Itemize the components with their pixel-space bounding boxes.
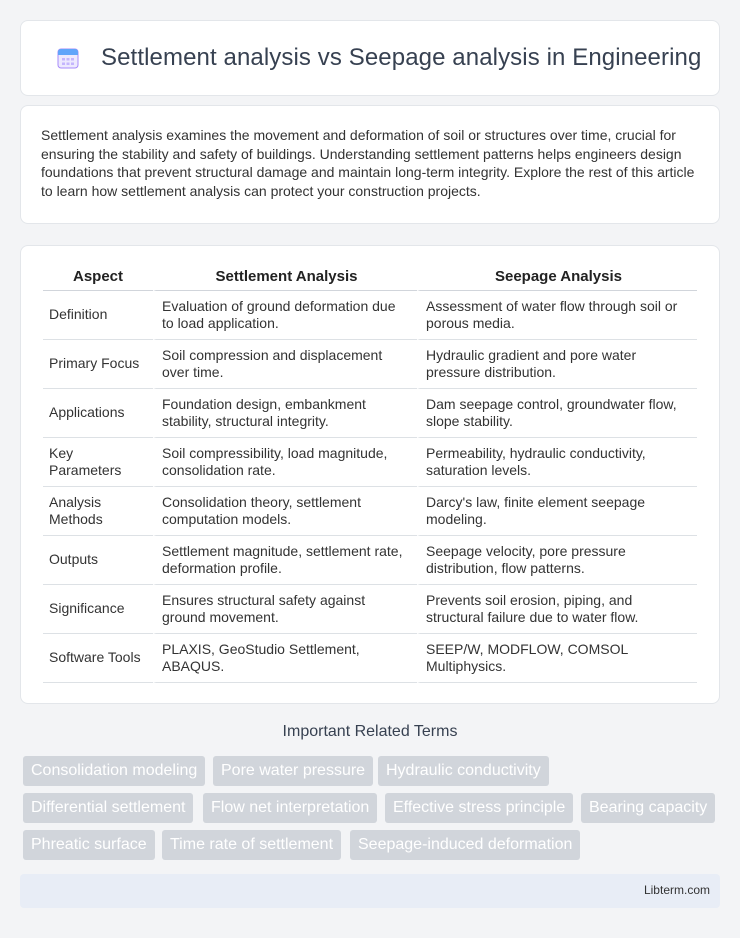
seepage-cell: Dam seepage control, groundwater flow, slope stability. (417, 389, 697, 438)
related-terms-title: Important Related Terms (282, 723, 458, 740)
row-aspect-cell: Applications (43, 389, 153, 438)
related-term-tag[interactable]: Seepage-induced deformation (350, 830, 580, 860)
column-header-seepage: Seepage Analysis (417, 266, 697, 291)
seepage-cell: Darcy's law, finite element seepage modeling. (417, 487, 697, 536)
settlement-cell: Settlement magnitude, settlement rate, deformation profile. (153, 536, 417, 585)
footer-site-link[interactable]: Libterm.com (643, 883, 710, 897)
related-term-tag[interactable]: Pore water pressure (213, 756, 373, 786)
comparison-table (43, 266, 697, 683)
seepage-cell: Seepage velocity, pore pressure distribution, flow patterns. (417, 536, 697, 585)
related-term-tag[interactable]: Differential settlement (23, 793, 193, 823)
row-aspect-cell: Primary Focus (43, 340, 153, 389)
seepage-cell: Hydraulic gradient and pore water pressure distribution. (417, 340, 697, 389)
seepage-cell: SEEP/W, MODFLOW, COMSOL Multiphysics. (417, 634, 697, 683)
row-aspect-cell: Outputs (43, 536, 153, 585)
row-aspect-cell: Analysis Methods (43, 487, 153, 536)
settlement-cell: Evaluation of ground deformation due to load application. (153, 291, 417, 340)
column-header-aspect: Aspect (43, 266, 153, 291)
column-header-settlement: Settlement Analysis (153, 266, 417, 291)
settlement-cell: Foundation design, embankment stability, structural integrity. (153, 389, 417, 438)
seepage-cell: Assessment of water flow through soil or porous media. (417, 291, 697, 340)
table-row (43, 389, 697, 438)
page-title: Settlement analysis vs Seepage analysis in Engineering (101, 44, 702, 71)
related-term-tag[interactable]: Effective stress principle (385, 793, 573, 823)
table-row (43, 585, 697, 634)
related-term-tag[interactable]: Flow net interpretation (203, 793, 377, 823)
row-aspect-cell: Definition (43, 291, 153, 340)
related-term-tag[interactable]: Consolidation modeling (23, 756, 205, 786)
comparison-table-card (20, 245, 720, 704)
seepage-cell: Prevents soil erosion, piping, and structural failure due to water flow. (417, 585, 697, 634)
calendar-icon (55, 45, 81, 71)
table-row (43, 291, 697, 340)
related-term-tag[interactable]: Hydraulic conductivity (378, 756, 549, 786)
footer (20, 874, 720, 908)
settlement-cell: Consolidation theory, settlement computation models. (153, 487, 417, 536)
settlement-cell: Soil compression and displacement over time. (153, 340, 417, 389)
table-header-row (43, 266, 697, 291)
table-row (43, 487, 697, 536)
intro-paragraph: Settlement analysis examines the movement and deformation of soil or structures over time, crucial for ensuring the stability and safety of buildings. Understanding settlement patterns helps engineers design foundations that prevent structural damage and maintain long-term integrity. Explore the rest of this article to learn how settlement analysis can protect your construction projects. (41, 127, 695, 199)
table-row (43, 438, 697, 487)
related-term-tag[interactable]: Time rate of settlement (162, 830, 341, 860)
row-aspect-cell: Key Parameters (43, 438, 153, 487)
related-term-tag[interactable]: Phreatic surface (23, 830, 155, 860)
table-row (43, 536, 697, 585)
table-row (43, 634, 697, 683)
row-aspect-cell: Software Tools (43, 634, 153, 683)
table-row (43, 340, 697, 389)
settlement-cell: Soil compressibility, load magnitude, consolidation rate. (153, 438, 417, 487)
settlement-cell: Ensures structural safety against ground movement. (153, 585, 417, 634)
seepage-cell: Permeability, hydraulic conductivity, saturation levels. (417, 438, 697, 487)
intro-section (20, 105, 720, 224)
settlement-cell: PLAXIS, GeoStudio Settlement, ABAQUS. (153, 634, 417, 683)
page-header (20, 20, 720, 96)
row-aspect-cell: Significance (43, 585, 153, 634)
related-term-tag[interactable]: Bearing capacity (581, 793, 715, 823)
